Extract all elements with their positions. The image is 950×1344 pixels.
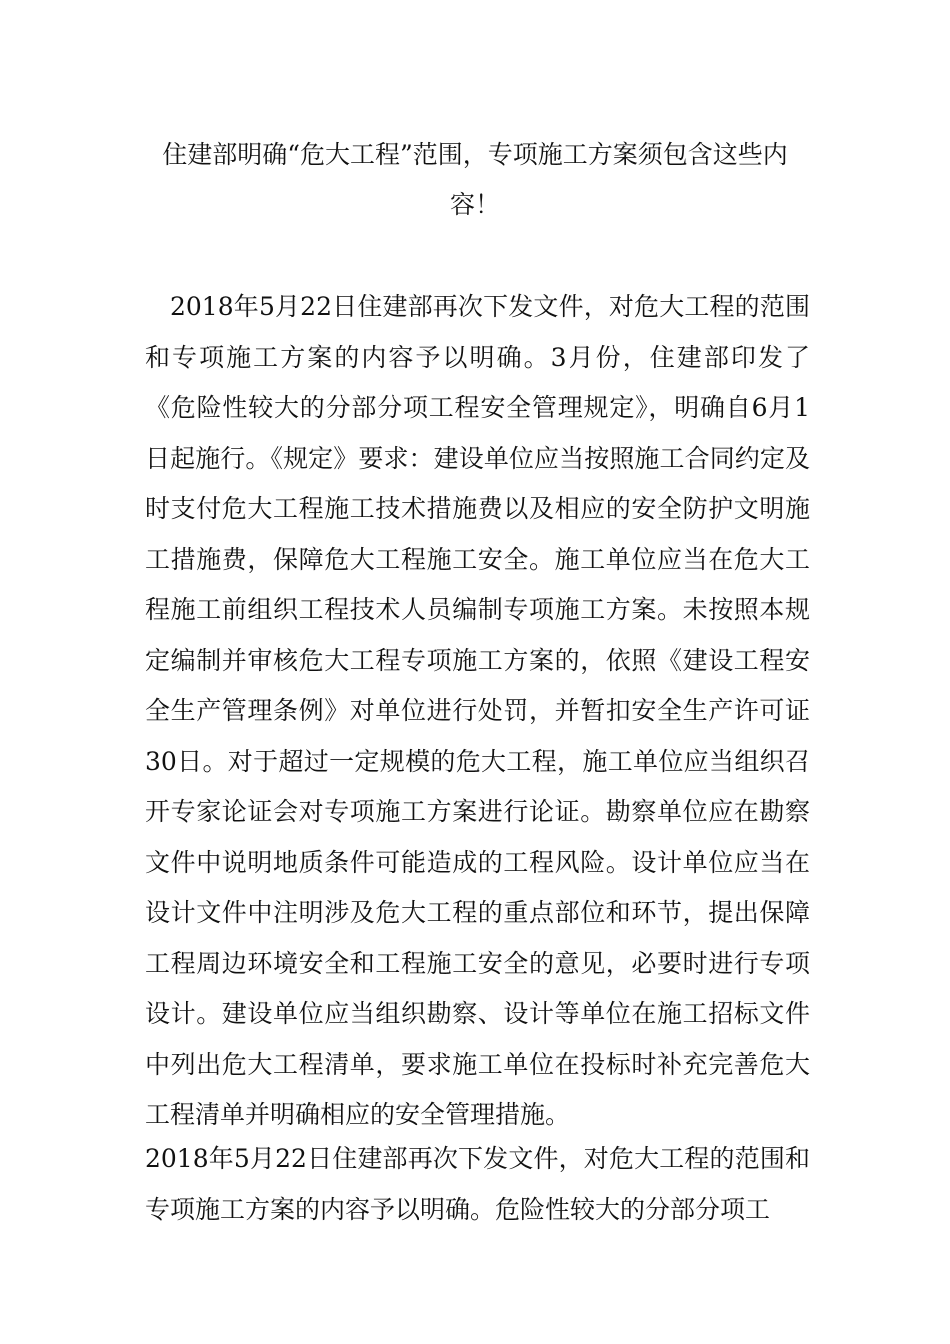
paragraph-1: 2018年5月22日住建部再次下发文件，对危大工程的范围和专项施工方案的内容予以明确。3月份，住建部印发了《危险性较大的分部分项工程安全管理规定》，明确自6月1日起施行。《规定》要求：建设单位应当按照施工合同约定及时支付危大工程施工技术措施费以及相应的安全防护文明施工措施费，保障危大工程施工安全。施工单位应当在危大工程施工前组织工程技术人员编制专项施工方案。未按照本规定编制并审核危大工程专项施工方案的，依照《建设工程安全生产管理条例》对单位进行处罚，并暂扣安全生产许可证30日。对于超过一定规模的危大工程，施工单位应当组织召开专家论证会对专项施工方案进行论证。勘察单位应在勘察文件中说明地质条件可能造成的工程风险。设计单位应当在设计文件中注明涉及危大工程的重点部位和环节，提出保障工程周边环境安全和工程施工安全的意见，必要时进行专项设计。建设单位应当组织勘察、设计等单位在施工招标文件中列出危大工程清单，要求施工单位在投标时补充完善危大工程清单并明确相应的安全管理措施。 — [145, 292, 810, 1129]
document-title: 住建部明确“危大工程”范围，专项施工方案须包含这些内容！ — [162, 140, 788, 219]
paragraph-2: 2018年5月22日住建部再次下发文件，对危大工程的范围和专项施工方案的内容予以明确。危险性较大的分部分项工 — [145, 1144, 810, 1224]
